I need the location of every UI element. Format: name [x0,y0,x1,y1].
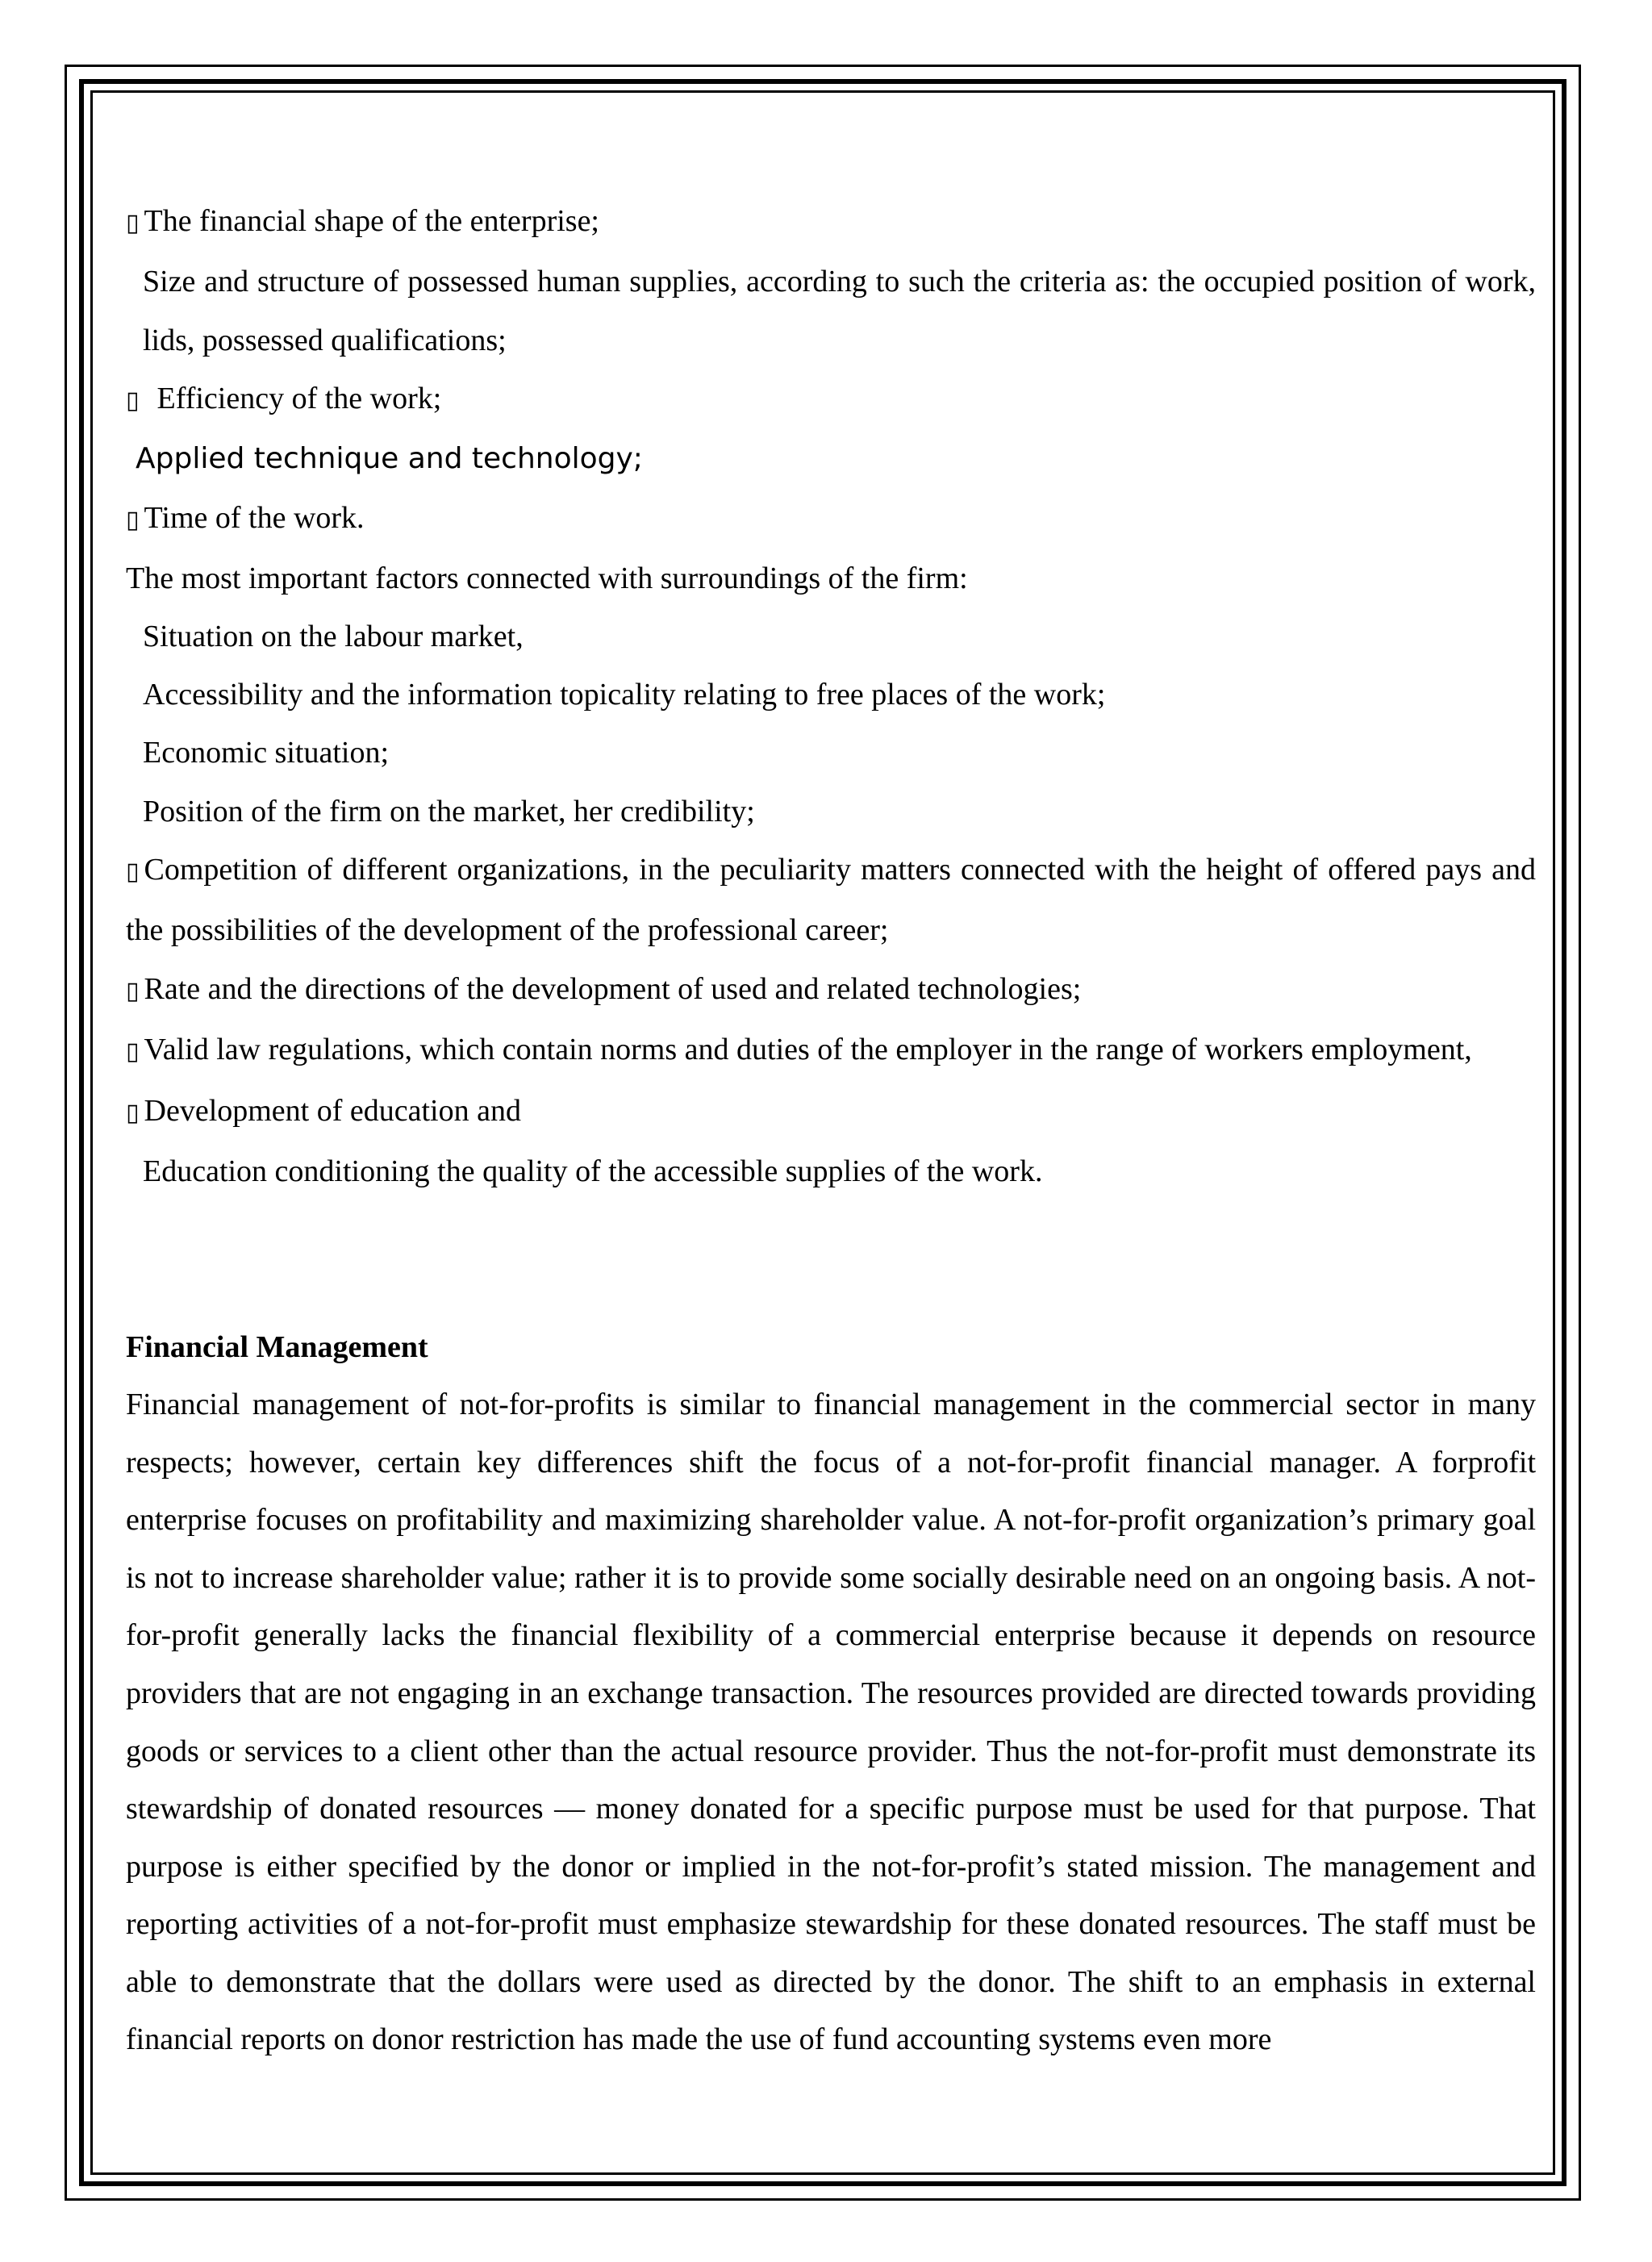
bullet-education-development: ▯ Development of education and [126,1093,521,1128]
bullet-box-icon: ▯ [126,386,140,415]
bullet-applied-technique: Applied technique and technology; [136,442,643,476]
bullet-financial-shape: ▯ The financial shape of the enterprise; [126,204,599,238]
bullet-box-icon: ▯ [126,209,140,237]
bullet-box-icon: ▯ [126,505,140,534]
bullet-efficiency: ▯ Efficiency of the work; [126,382,442,416]
bullet-box-icon: ▯ [126,1037,140,1066]
bullet-box-icon: ▯ [126,1098,140,1127]
bullet-accessibility: Accessibility and the information topicality relating to free places of the work; [143,678,1106,712]
section-spacer [126,1200,1536,1318]
bullet-economic-situation: Economic situation; [143,736,390,770]
bullet-time-of-work: ▯ Time of the work. [126,500,365,535]
bullet-technology-rate: ▯ Rate and the directions of the development of used and related technologies; [126,971,1082,1006]
bullet-box-icon: ▯ [126,857,140,886]
bullet-law-regulations: ▯ Valid law regulations, which contain norms and duties of the employer in the range of workers employment, [126,1033,1472,1067]
bullet-box-icon: ▯ [126,976,140,1005]
environment-factors-heading: The most important factors connected with surroundings of the firm: [126,561,968,595]
section-heading: Financial Management [126,1329,428,1364]
section-paragraph: Financial management of not-for-profits is similar to financial management in the commercial sector in many respects; however, certain key differences shift the focus of a not-for-profit financial manager. A forprofit enterprise focuses on profitability and maximizing shareholder value. A not-for-profit organization’s primary goal is not to increase shareholder value; rather it is to provide some socially desirable need on an ongoing basis. A not-for-profit generally lacks the financial flexibility of a commercial enterprise because it depends on resource providers that are not engaging in an exchange transaction. The resources provided are directed towards providing goods or services to a client other than the actual resource provider. Thus the not-for-profit must demonstrate its stewardship of donated resources — money donated for a specific purpose must be used for that purpose. That purpose is either specified by the donor or implied in the not-for-profit’s stated mission. The management and reporting activities of a not-for-profit must emphasize stewardship for these donated resources. The staff must be able to demonstrate that the dollars were used as directed by the donor. The shift to an emphasis in external financial reports on donor restriction has made the use of fund accounting systems even more [126,1387,1536,2057]
bullet-labour-market: Situation on the labour market, [143,620,524,654]
bullet-firm-position: Position of the firm on the market, her credibility; [143,794,755,828]
bullet-education-conditioning: Education conditioning the quality of the accessible supplies of the work. [143,1154,1043,1188]
bullet-competition: ▯ Competition of different organizations, in the peculiarity matters connected with the height of offered pays and the possibilities of the development of the professional career; [126,852,1536,948]
document-body [126,192,1536,2069]
bullet-human-supplies: Size and structure of possessed human supplies, according to such the criteria as: the occupied position of work, lids, possessed qualifications; [143,265,1536,357]
